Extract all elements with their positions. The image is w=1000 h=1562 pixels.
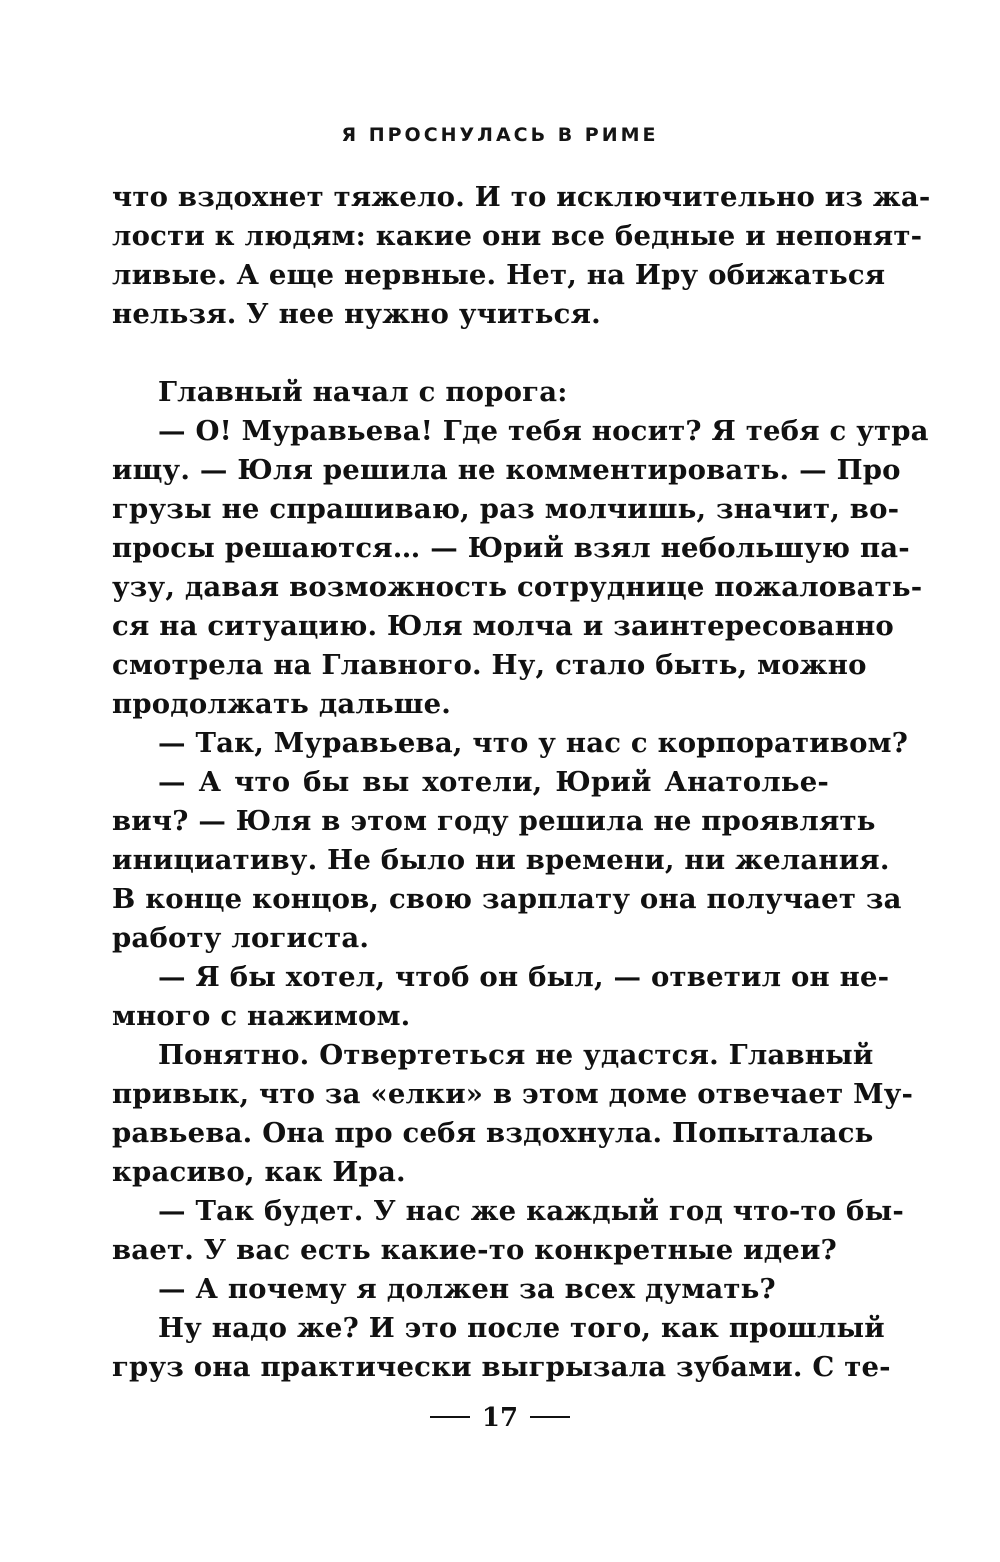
page-number: 17 (481, 1403, 519, 1433)
text-line: ищу. — Юля решила не комментировать. — Про (112, 454, 901, 486)
text-line: просы решаются… — Юрий взял небольшую па- (112, 532, 910, 564)
text-line: работу логиста. (112, 922, 370, 954)
text-line: — О! Муравьева! Где тебя носит? Я тебя с утра (158, 415, 929, 447)
folio-dash-right (530, 1416, 570, 1418)
text-line: равьева. Она про себя вздохнула. Попыталась (112, 1117, 874, 1149)
text-line: смотрела на Главного. Ну, стало быть, можно (112, 649, 867, 681)
text-line: привык, что за «елки» в этом доме отвечает Му- (112, 1078, 914, 1110)
text-line: Главный начал с порога: (158, 376, 568, 408)
text-line: — Так, Муравьева, что у нас с корпоративом? (158, 727, 909, 759)
text-line: что вздохнет тяжело. И то исключительно из жа- (112, 181, 931, 213)
text-line: лости к людям: какие они все бедные и непонят- (112, 220, 923, 252)
text-line: Понятно. Отвертеться не удастся. Главный (158, 1039, 874, 1071)
text-line: груз она практически выгрызала зубами. С те- (112, 1351, 891, 1383)
text-line: — Так будет. У нас же каждый год что-то бы- (158, 1195, 904, 1227)
text-line: — А что бы вы хотели, Юрий Анатолье- (158, 766, 829, 798)
text-line: продолжать дальше. (112, 688, 452, 720)
page-number-footer (0, 1403, 1000, 1433)
text-line: вич? — Юля в этом году решила не проявлять (112, 805, 876, 837)
text-line: грузы не спрашиваю, раз молчишь, значит, во- (112, 493, 900, 525)
folio-dash-left (430, 1416, 470, 1418)
text-line: много с нажимом. (112, 1000, 411, 1032)
text-line: нельзя. У нее нужно учиться. (112, 298, 601, 330)
body-text (112, 178, 931, 1387)
text-line: вает. У вас есть какие-то конкретные идеи? (112, 1234, 837, 1266)
text-line: — Я бы хотел, чтоб он был, — ответил он не- (158, 961, 890, 993)
text-line: узу, давая возможность сотруднице пожаловать- (112, 571, 923, 603)
text-line: ся на ситуацию. Юля молча и заинтересованно (112, 610, 894, 642)
text-line: красиво, как Ира. (112, 1156, 406, 1188)
text-line: инициативу. Не было ни времени, ни желания. (112, 844, 890, 876)
text-line: — А почему я должен за всех думать? (158, 1273, 776, 1305)
text-line: Ну надо же? И это после того, как прошлый (158, 1312, 885, 1344)
text-line: В конце концов, свою зарплату она получает за (112, 883, 902, 915)
text-line: ливые. А еще нервные. Нет, на Иру обижаться (112, 259, 886, 291)
section-break (112, 334, 829, 373)
running-title: Я ПРОСНУЛАСЬ В РИМЕ (341, 124, 659, 146)
